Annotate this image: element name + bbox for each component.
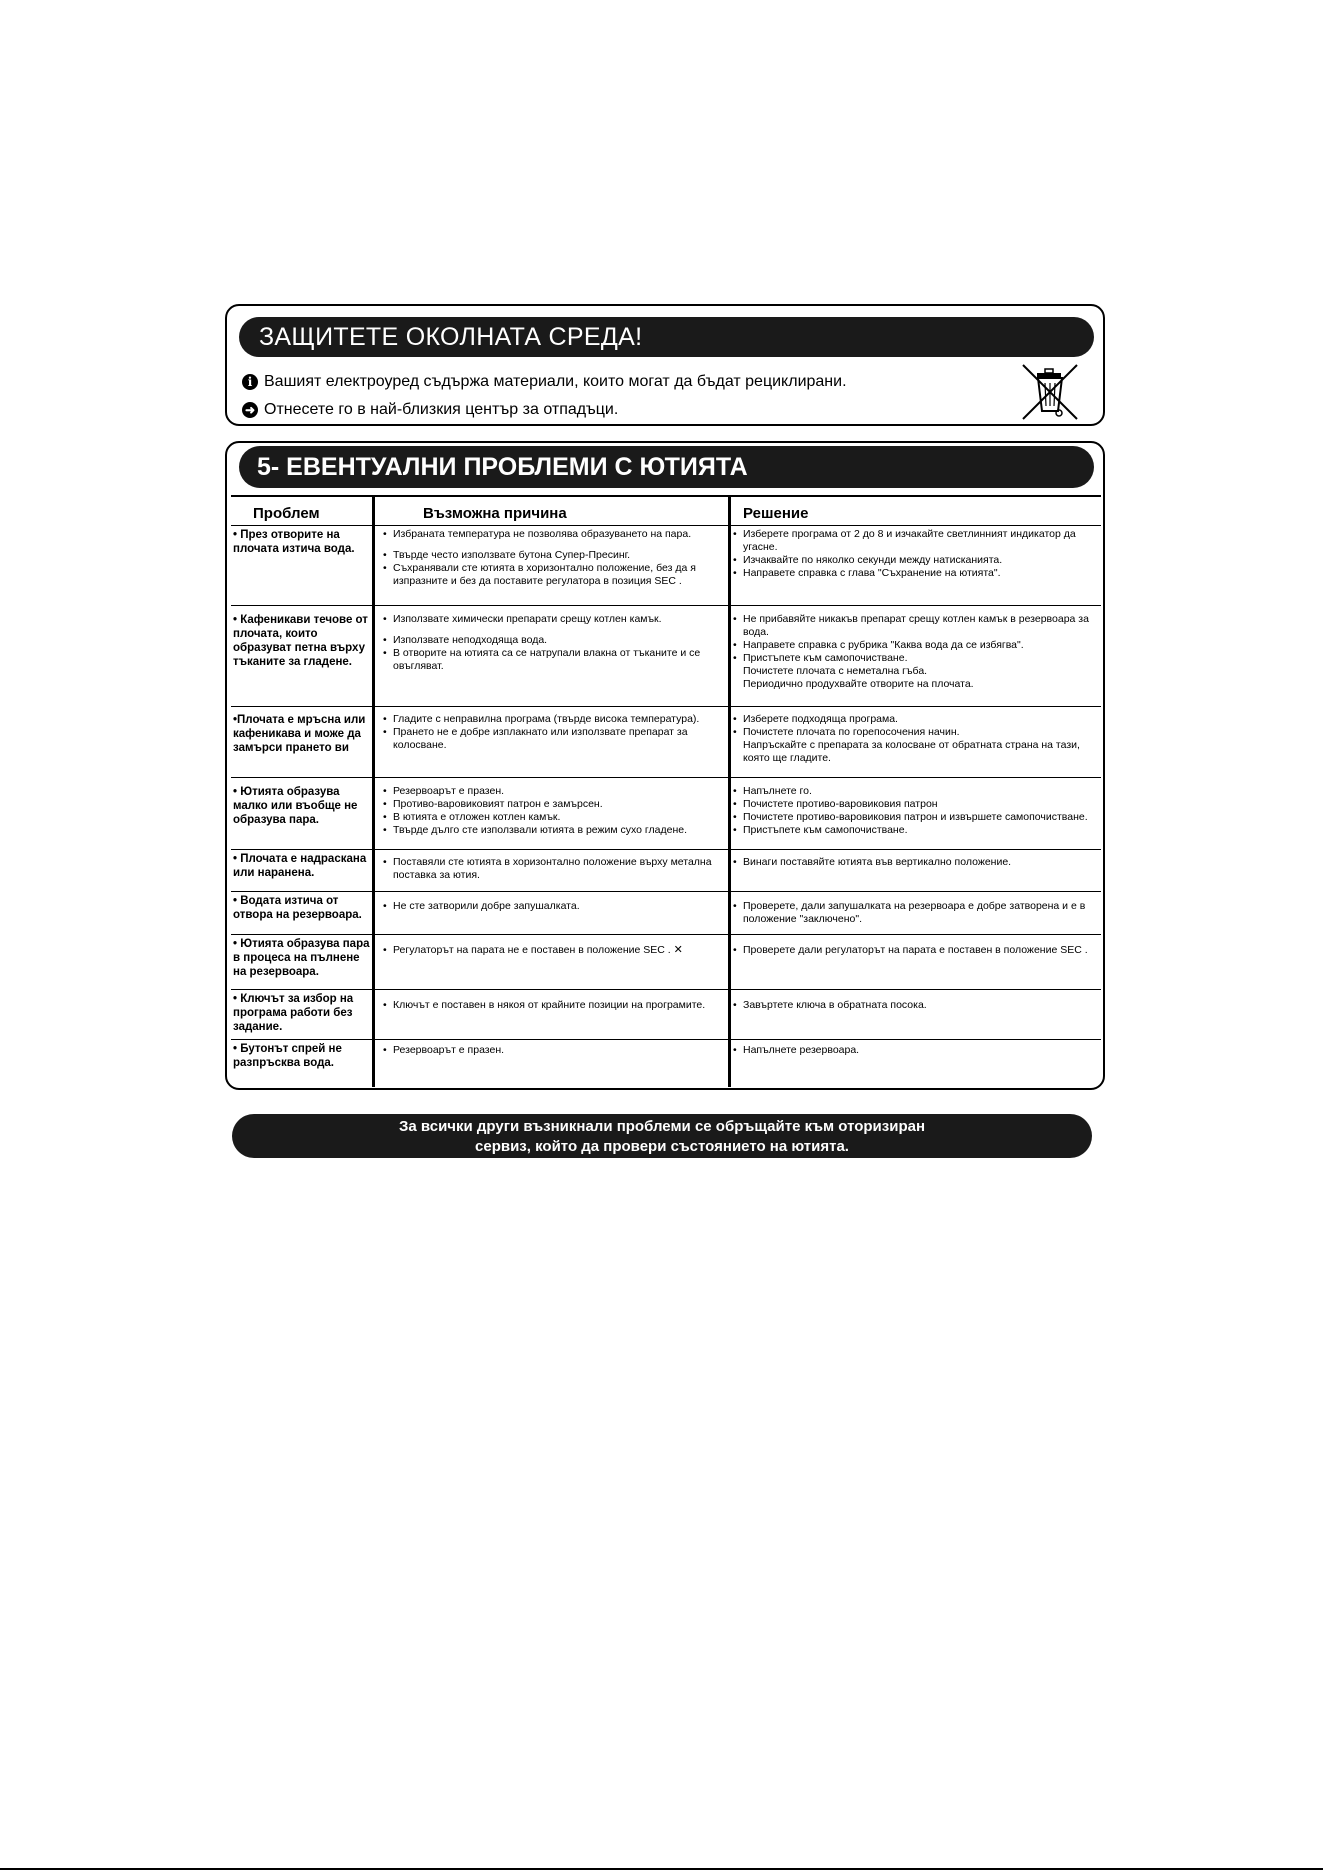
list-item: • Направете справка с рубрика "Каква вода да се избягва".	[731, 639, 1099, 652]
solution-cell	[731, 1044, 1099, 1057]
list-item: • Ключът е поставен в някоя от крайните позиции на програмите.	[381, 999, 731, 1012]
list-item: • Противо-варовиковият патрон е замърсен.	[381, 798, 731, 811]
arrow-right-icon: ➜	[242, 402, 258, 418]
list-item: • Пристъпете към самопочистване.	[731, 652, 1099, 665]
problem-cell: • Водата изтича от отвора на резервоара.	[233, 895, 362, 921]
list-item: • Винаги поставяйте ютията във вертикално положение.	[731, 856, 1099, 869]
environment-title: ЗАЩИТЕТЕ ОКОЛНАТА СРЕДА!	[239, 317, 1094, 357]
solution-cell	[731, 856, 1099, 869]
cause-cell	[381, 900, 731, 913]
troubleshooting-section	[225, 441, 1105, 1090]
table-row	[231, 849, 1101, 891]
cause-cell	[381, 528, 731, 588]
page-bottom-rule	[0, 1868, 1323, 1870]
list-item: • Проверете дали регулаторът на парата е поставен в положение SEC .	[731, 944, 1099, 957]
table-row	[231, 706, 1101, 777]
list-item: • Проверете, дали запушалката на резервоара е добре затворена и е в положение "заключено".	[731, 900, 1099, 926]
table-row	[231, 891, 1101, 934]
solution-cell	[731, 785, 1099, 837]
list-item: • Направете справка с глава "Съхранение на ютията".	[731, 567, 1099, 580]
cause-cell	[381, 713, 731, 752]
problem-cell: • Бутонът спрей не разпръсква вода.	[233, 1043, 342, 1069]
solution-cell	[731, 613, 1099, 691]
header-solution: Решение	[743, 505, 809, 522]
problem-cell: • Кафеникави течове от плочата, които образуват петна върху тъканите за гладене.	[233, 614, 368, 668]
problem-cell: • Ютията образува малко или въобще не образува пара.	[233, 786, 358, 826]
list-item: Почистете плочата с неметална гъба.	[743, 665, 928, 677]
table-row	[231, 777, 1101, 849]
cause-cell	[381, 1044, 731, 1057]
list-item: • Съхранявали сте ютията в хоризонтално положение, без да я изпразните и без да поставите регулатора в позиция SEC .	[381, 562, 731, 588]
list-item: • Използвате неподходяща вода.	[381, 634, 731, 647]
list-item: • Твърде дълго сте използвали ютията в режим сухо гладене.	[381, 824, 731, 837]
list-item: • Напълнете го.	[731, 785, 1099, 798]
cause-text: Регулаторът на парата не е поставен в положение SEC .	[393, 944, 671, 956]
list-item: • Почистете плочата по горепосочения начин.	[731, 726, 1099, 739]
disposal-text: Отнесете го в най-близкия център за отпадъци.	[264, 401, 619, 418]
problem-cell: •Плочата е мръсна или кафеникава и може да замърси прането ви	[233, 714, 366, 754]
steam-symbol-icon: ✕	[673, 944, 683, 956]
table-row	[231, 1039, 1101, 1087]
list-item: • Поставяли сте ютията в хоризонтално положение върху метална поставка за ютия.	[381, 856, 731, 882]
list-item: • Изчаквайте по няколко секунди между натисканията.	[731, 554, 1099, 567]
list-item: • Изберете подходяща програма.	[731, 713, 1099, 726]
header-cause: Възможна причина	[423, 505, 567, 522]
list-item: • В отворите на ютията са се натрупали влакна от тъканите и се овъгляват.	[381, 647, 731, 673]
disposal-line	[242, 400, 618, 420]
header-problem: Проблем	[253, 505, 320, 522]
troubleshooting-table	[231, 495, 1101, 1087]
solution-cell	[731, 999, 1099, 1012]
list-item: • Почистете противо-варовиковия патрон и извършете самопочистване.	[731, 811, 1099, 824]
table-row	[231, 989, 1101, 1039]
service-notice	[232, 1114, 1092, 1158]
cause-cell	[381, 856, 731, 882]
problem-cell: • Ключът за избор на програма работи без задание.	[233, 993, 354, 1033]
cause-cell	[381, 613, 731, 673]
list-item: • Пристъпете към самопочистване.	[731, 824, 1099, 837]
list-item: • Резервоарът е празен.	[381, 1044, 731, 1057]
list-item	[381, 944, 731, 957]
solution-cell	[731, 713, 1099, 765]
problem-cell: • През отворите на плочата изтича вода.	[233, 529, 355, 555]
list-item: • Гладите с неправилна програма (твърде висока температура).	[381, 713, 731, 726]
list-item: • Избраната температура не позволява образуването на пара.	[381, 528, 731, 541]
problem-cell: • Ютията образува пара в процеса на пълнене на резервоара.	[233, 938, 370, 978]
solution-cell	[731, 528, 1099, 580]
list-item: Напръскайте с препарата за колосване от обратната страна на тази, която ще гладите.	[743, 739, 1080, 764]
troubleshooting-title: 5- ЕВЕНТУАЛНИ ПРОБЛЕМИ С ЮТИЯТА	[239, 446, 1094, 488]
cause-cell	[381, 785, 731, 837]
cause-cell	[381, 944, 731, 957]
list-item: • Напълнете резервоара.	[731, 1044, 1099, 1057]
list-item: • Изберете програма от 2 до 8 и изчакайте светлинният индикатор да угасне.	[731, 528, 1099, 554]
cause-cell	[381, 999, 731, 1012]
info-icon: i	[242, 374, 258, 390]
service-notice-line2: сервиз, който да провери състоянието на ютията.	[475, 1138, 849, 1155]
recycle-text: Вашият електроуред съдържа материали, които могат да бъдат рециклирани.	[264, 373, 847, 390]
list-item: • Не сте затворили добре запушалката.	[381, 900, 731, 913]
table-row	[231, 605, 1101, 706]
environment-notice	[225, 304, 1105, 426]
table-row	[231, 525, 1101, 605]
list-item: • Не прибавяйте никакъв препарат срещу котлен камък в резервоара за вода.	[731, 613, 1099, 639]
service-notice-line1: За всички други възникнали проблеми се обръщайте към оторизиран	[398, 1118, 926, 1135]
list-item: • Твърде често използвате бутона Супер-Пресинг.	[381, 549, 731, 562]
list-item: • В ютията е отложен котлен камък.	[381, 811, 731, 824]
table-row	[231, 934, 1101, 989]
recycle-line	[242, 372, 847, 392]
solution-cell	[731, 900, 1099, 926]
list-item: • Почистете противо-варовиковия патрон	[731, 798, 1099, 811]
list-item: Периодично продухвайте отворите на плочата.	[743, 678, 974, 690]
solution-cell	[731, 944, 1099, 957]
problem-cell: • Плочата е надраскана или наранена.	[233, 853, 367, 879]
list-item: • Прането не е добре изплакнато или използвате препарат за колосване.	[381, 726, 731, 752]
list-item: • Завъртете ключа в обратната посока.	[731, 999, 1099, 1012]
crossed-out-bin-icon	[1019, 361, 1081, 423]
list-item: • Използвате химически препарати срещу котлен камък.	[381, 613, 731, 626]
list-item: • Резервоарът е празен.	[381, 785, 731, 798]
